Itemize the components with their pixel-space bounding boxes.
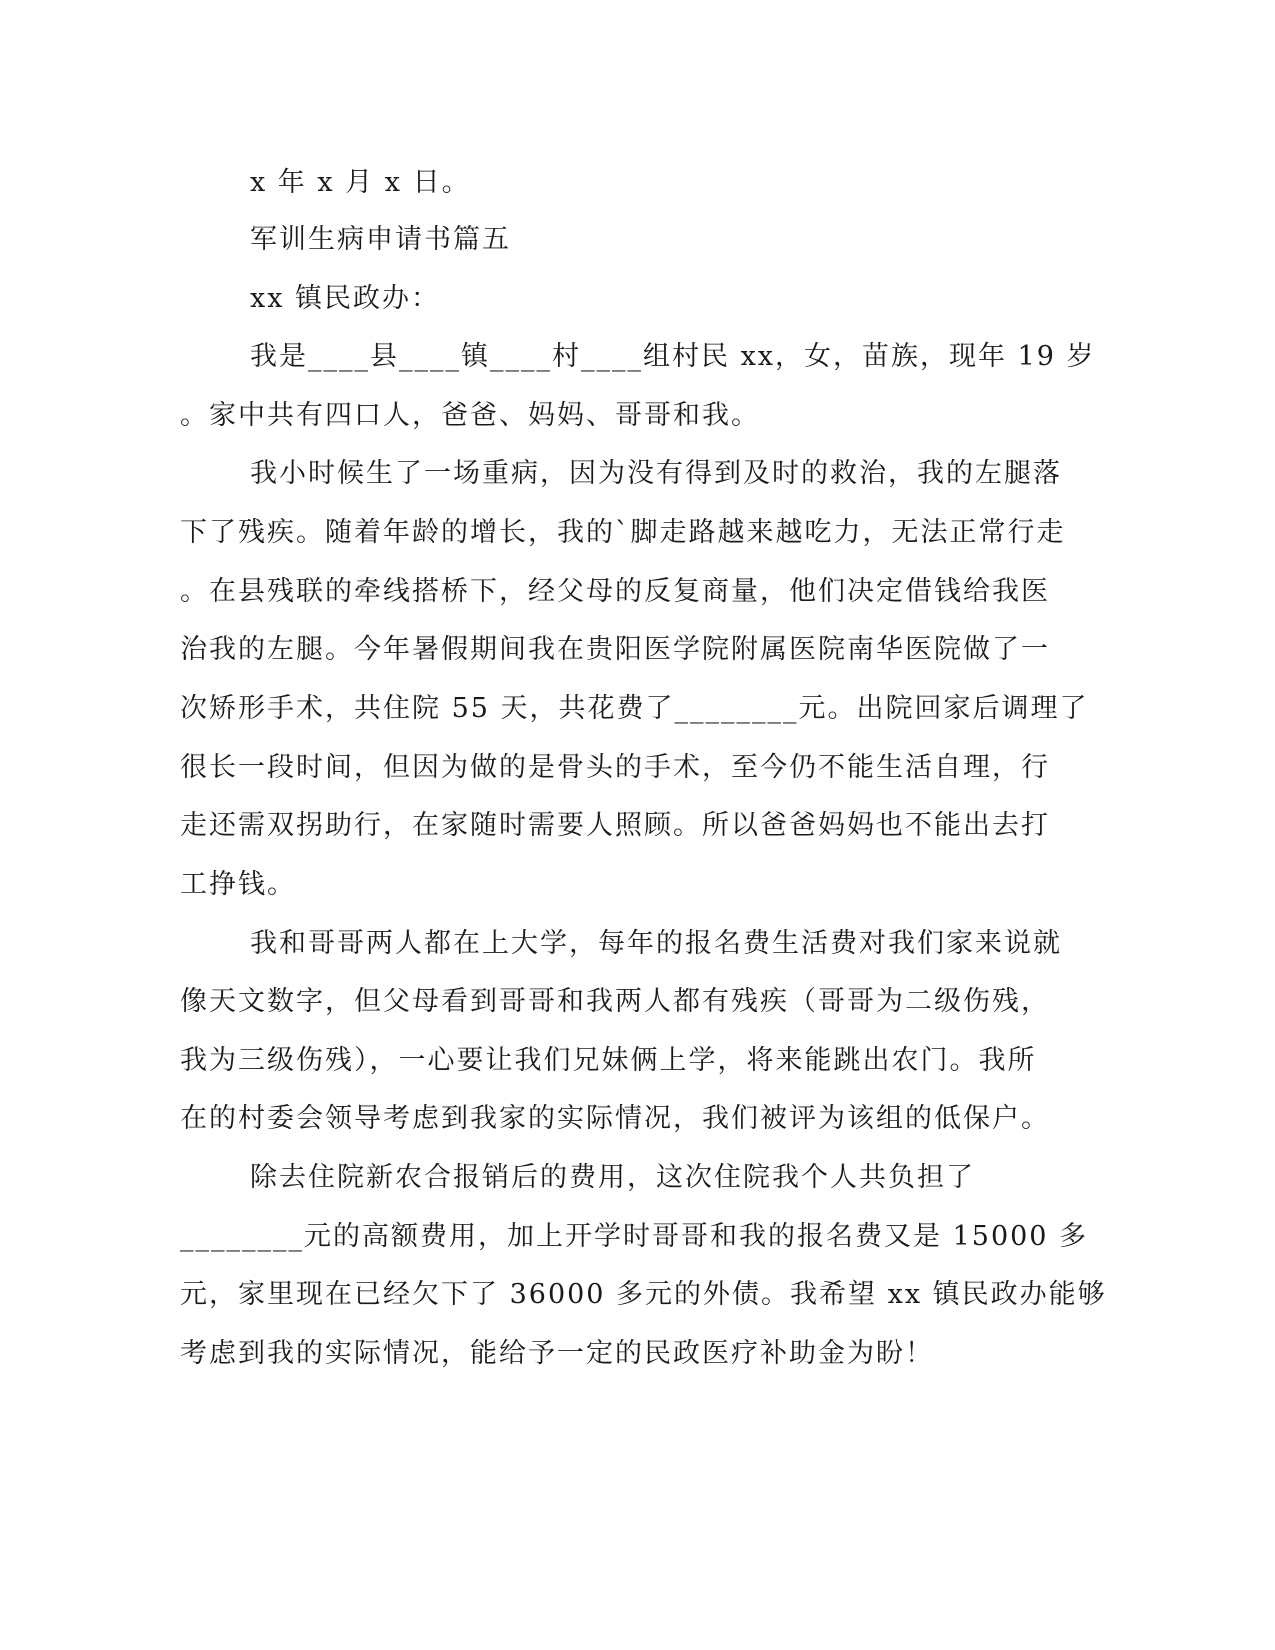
paragraph-line: 。家中共有四口人，爸爸、妈妈、哥哥和我。 xyxy=(180,400,760,431)
paragraph-line: 我是____县____镇____村____组村民 xx，女，苗族，现年 19 岁 xyxy=(250,341,1096,372)
paragraph-line: 很长一段时间，但因为做的是骨头的手术，至今仍不能生活自理，行 xyxy=(180,752,1050,783)
paragraph-line: 像天文数字，但父母看到哥哥和我两人都有残疾（哥哥为二级伤残， xyxy=(180,986,1050,1017)
paragraph-line: 次矫形手术，共住院 55 天，共花费了________元。出院回家后调理了 xyxy=(180,693,1089,724)
paragraph-line: 在的村委会领导考虑到我家的实际情况，我们被评为该组的低保户。 xyxy=(180,1103,1050,1134)
paragraph-line: 我为三级伤残），一心要让我们兄妹俩上学，将来能跳出农门。我所 xyxy=(180,1045,1037,1076)
paragraph-line: 治我的左腿。今年暑假期间我在贵阳医学院附属医院南华医院做了一 xyxy=(180,634,1050,665)
paragraph-line: 除去住院新农合报销后的费用，这次住院我个人共负担了 xyxy=(250,1162,975,1193)
addressee-line: xx 镇民政办： xyxy=(250,283,441,314)
date-line: x 年 x 月 x 日。 xyxy=(250,167,471,198)
paragraph-line: 下了残疾。随着年龄的增长，我的`脚走路越来越吃力，无法正常行走 xyxy=(180,517,1066,548)
paragraph-line: 走还需双拐助行，在家随时需要人照顾。所以爸爸妈妈也不能出去打 xyxy=(180,810,1050,841)
paragraph-line: 工挣钱。 xyxy=(180,869,296,900)
paragraph-line: 元，家里现在已经欠下了 36000 多元的外债。我希望 xx 镇民政办能够 xyxy=(180,1279,1107,1310)
section-title: 军训生病申请书篇五 xyxy=(250,224,511,255)
paragraph-line: 我和哥哥两人都在上大学，每年的报名费生活费对我们家来说就 xyxy=(250,928,1062,959)
paragraph-line: 考虑到我的实际情况，能给予一定的民政医疗补助金为盼！ xyxy=(180,1338,934,1369)
paragraph-line: ________元的高额费用，加上开学时哥哥和我的报名费又是 15000 多 xyxy=(180,1221,1089,1252)
paragraph-line: 。在县残联的牵线搭桥下，经父母的反复商量，他们决定借钱给我医 xyxy=(180,576,1050,607)
paragraph-line: 我小时候生了一场重病，因为没有得到及时的救治，我的左腿落 xyxy=(250,458,1062,489)
